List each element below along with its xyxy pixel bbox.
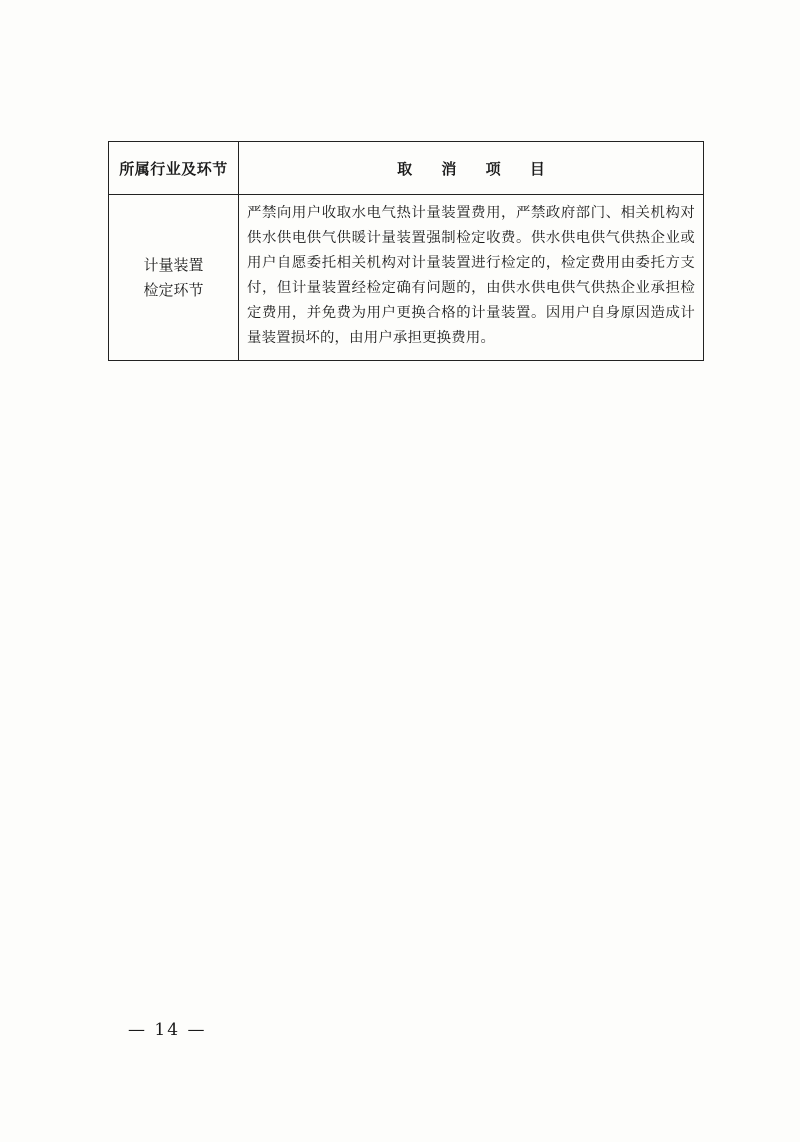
row-category-line: 计量装置 — [143, 255, 204, 274]
table-header-row — [109, 142, 704, 195]
page-number: — 14 — — [128, 1020, 207, 1040]
row-category-line: 检定环节 — [143, 280, 204, 299]
row-category — [109, 195, 239, 361]
header-cancelled-items: 取 消 项 目 — [239, 142, 704, 195]
header-industry-segment: 所属行业及环节 — [109, 142, 239, 195]
table-row — [109, 195, 704, 361]
policy-table — [108, 141, 704, 361]
row-content: 严禁向用户收取水电气热计量装置费用，严禁政府部门、相关机构对供水供电供气供暖计量装置强制检定收费。供水供电供气供热企业或用户自愿委托相关机构对计量装置进行检定的，检定费用由委托方支付，但计量装置经检定确有问题的，由供水供电供气供热企业承担检定费用，并免费为用户更换合格的计量装置。因用户自身原因造成计量装置损坏的，由用户承担更换费用。 — [239, 195, 704, 361]
